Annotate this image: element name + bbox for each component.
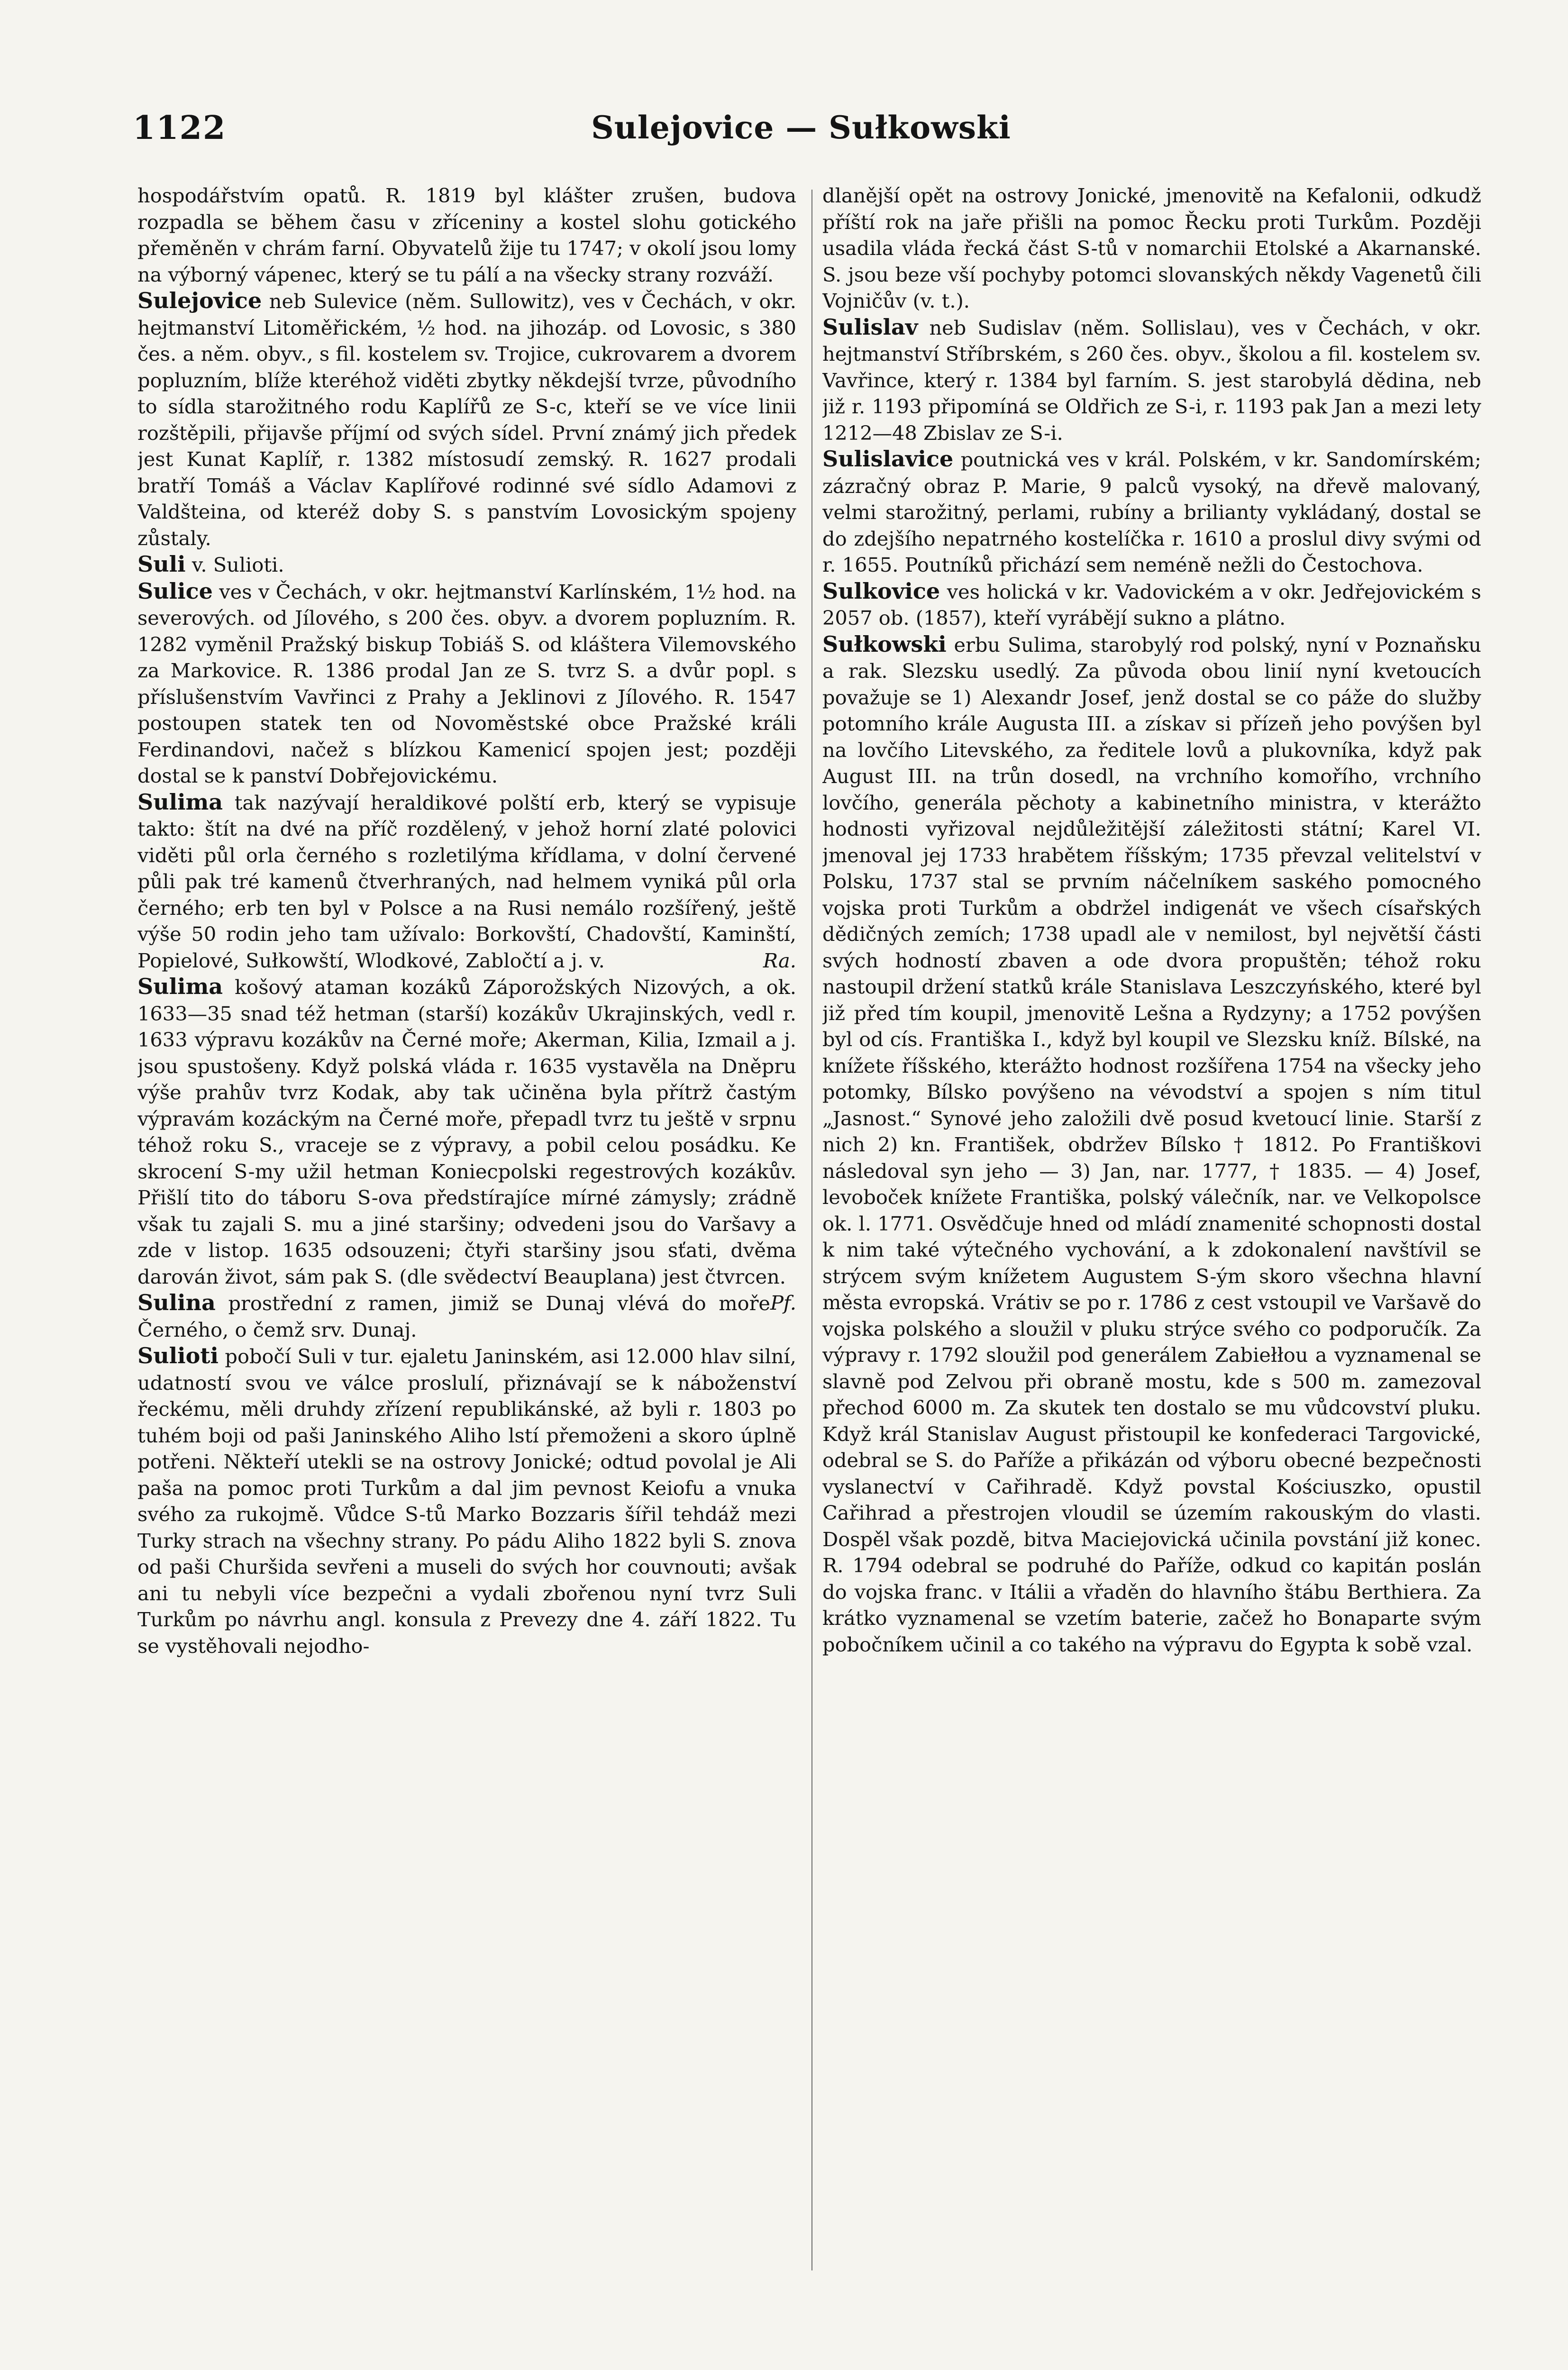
entry-text: košový ataman kozáků Záporožských Nizových, a ok. 1633—35 snad též hetman (starší) kozákův Ukrajinských, vedl r. 1633 výpravu kozákův na Černé moře; Akerman, Kilia, Izmail a j. jsou spustošeny. Když polská vláda r. 1635 vystavěla na Dněpru výše prahův tvrz Kodak, aby tak učiněna byla přítrž častým výpravám kozáckým na Černé moře, přepadl tvrz tu ještě v srpnu téhož roku S., vraceje se z výpravy, a pobil celou posádku. Ke skrocení S-my užil hetman Koniecpolski regestrových kozákův. Přišlí tito do táboru S-ova předstírajíce mírné zámysly; zrádně však tu zajali S. mu a jiné staršiny; odvedeni jsou do Varšavy a zde v listop. 1635 odsouzeni; čtyři staršiny jsou sťati, dvěma darován život, sám pak S. (dle svědectví Beauplana) jest čtvrcen. (137, 975, 796, 1288)
entry-text: tak nazývají heraldikové polští erb, který se vypisuje takto: štít na dvé na příč rozdělený, v jehož horní zlaté polovici viděti půl orla černého s rozletilýma křídlama, v dolní červené půli pak tré kamenů čtverhraných, nad helmem vyniká půl orla černého; erb ten byl v Polsce a na Rusi nemálo rozšířený, ještě výše 50 rodin jeho tam užívalo: Borkovští, Chadovští, Kaminští, Popielové, Sułkowští, Wlodkové, Zabločtí a j. v. (137, 791, 796, 972)
left-column (137, 182, 796, 2278)
entry-text: poutnická ves v král. Polském, v kr. Sandomírském; zázračný obraz P. Marie, 9 palců vysoký, na dřevě malovaný, velmi starožitný, perlami, rubíny a brilianty vykládaný, dostal se do zdejšího nepatrného kostelíčka r. 1610 a proslul divy svými od r. 1655. Poutníků přichází sem neméně nežli do Čestochova. (822, 448, 1481, 576)
dictionary-entry (137, 578, 796, 789)
dictionary-entry (822, 578, 1481, 631)
entry-headword: Sulislav (822, 314, 918, 340)
dictionary-entry (137, 789, 796, 974)
dictionary-entry (822, 446, 1481, 578)
entry-continuation (137, 182, 796, 288)
entry-headword: Sulejovice (137, 288, 262, 313)
entry-headword: Sulislavice (822, 446, 954, 472)
author-signature: Ra. (763, 948, 796, 972)
entry-text: neb Sudislav (něm. Sollislau), ves v Čechách, v okr. hejtmanství Stříbrském, s 260 čes. obyv., školou a fil. kostelem sv. Vavřince, který r. 1384 byl farním. S. jest starobylá dědina, neb již r. 1193 připomíná se Oldřich ze S-i, r. 1193 pak Jan a mezi lety 1212—48 Zbislav ze S-i. (822, 316, 1481, 445)
entry-text: prostřední z ramen, jimiž se Dunaj vlévá do moře Černého, o čemž srv. Dunaj. (137, 1292, 770, 1341)
page-number: 1122 (133, 109, 227, 147)
right-column (822, 182, 1481, 2278)
dictionary-entry (137, 288, 796, 551)
dictionary-entry (822, 631, 1481, 1658)
entry-text: ves v Čechách, v okr. hejtmanství Karlínském, 1½ hod. na severových. od Jílového, s 200 čes. obyv. a dvorem popluzním. R. 1282 vyměnil Pražský biskup Tobiáš S. od kláštera Vilemovského za Markovice. R. 1386 prodal Jan ze S. tvrz S. a dvůr popl. s příslušenstvím Vavřinci z Prahy a Jeklinovi z Jílového. R. 1547 postoupen statek ten od Novoměstské obce Pražské králi Ferdinandovi, načež s blízkou Kamenicí spojen jest; později dostal se k panství Dobřejovickému. (137, 580, 796, 787)
entry-headword: Sułkowski (822, 631, 947, 657)
entry-text: v. Sulioti. (191, 553, 284, 576)
running-head: Sulejovice — Sułkowski (591, 109, 1011, 146)
dictionary-entry (137, 551, 796, 578)
dictionary-entry (137, 1290, 796, 1343)
page-header (133, 100, 1469, 156)
entry-continuation (822, 182, 1481, 314)
entry-headword: Suli (137, 551, 186, 577)
entry-text: pobočí Suli v tur. ejaletu Janinském, asi 12.000 hlav silní, udatností svou ve válce proslulí, přiznávají se k náboženství řeckému, měli druhdy zřízení republikánské, až byli r. 1803 po tuhém boji od paši Janinského Aliho lstí přemoženi a skoro úplně potřeni. Někteří utekli se na ostrovy Jonické; odtud povolal je Ali paša na pomoc proti Turkům a dal jim pevnost Keiofu a vnuka svého za rukojmě. Vůdce S-tů Marko Bozzaris šířil tehdáž mezi Turky strach na všechny strany. Po pádu Aliho 1822 byli S. znova od paši Churšida sevřeni a museli do svých hor couvnouti; avšak ani tu nebyli více bezpečni a vydali zbořenou nyní tvrz Suli Turkům po návrhu angl. konsula z Prevezy dne 4. září 1822. Tu se vystěhovali nejodho- (137, 1345, 796, 1658)
dictionary-entry (822, 314, 1481, 447)
author-signature: Pf. (770, 1291, 796, 1314)
entry-text: erbu Sulima, starobylý rod polský, nyní v Poznaňsku a rak. Slezsku usedlý. Za původa obou linií nyní kvetoucích považuje se 1) Alexandr Josef, jenž dostal se co páže do služby potomního krále Augusta III. a získav si přízeň jeho povýšen byl na lovčího Litevského, za ředitele lovů a plukovníka, když pak August III. na trůn dosedl, na vrchního komořího, vrchního lovčího, generála pěchoty a kabinetního ministra, v kterážto hodnosti vyřizoval nejdůležitější záležitosti státní; Karel VI. jmenoval jej 1733 hrabětem říšským; 1735 převzal velitelství v Polsku, 1737 stal se prvním náčelníkem saského pomocného vojska proti Turkům a obdržel indigenát ve všech císařských dědičných zemích; 1738 upadl ale v nemilost, byl největší části svých hodností zbaven a ode dvora propuštěn; téhož roku nastoupil držení statků krále Stanislava Leszczyńského, které byl již před tím koupil, jmenovitě Lešna a Rydzyny; a 1752 povýšen byl od cís. Františka I., když byl koupil ve Slezsku kníž. Bílské, na knížete říšského, kterážto hodnost rozšířena 1754 na všecky jeho potomky, Bílsko povýšeno na vévodství a spojen s ním titul „Jasnost.“ Synové jeho založili dvě posud kvetoucí linie. Starší z nich 2) kn. František, obdržev Bílsko † 1812. Po Františkovi následoval syn jeho — 3) Jan, nar. 1777, † 1835. — 4) Josef, levoboček knížete Františka, polský válečník, nar. ve Velkopolsce ok. l. 1771. Osvědčuje hned od mládí znamenité schopnosti dostal k nim také výtečného vychování, a k zdokonalení navštívil se strýcem svým knížetem Augustem S-ým skoro všechna hlavní města evropská. Vrátiv se po r. 1786 z cest vstoupil ve Varšavě do vojska polského a sloužil v pluku strýce svého co podporučík. Za výpravy r. 1792 sloužil pod generálem Zabiełłou a vyznamenal se slavně pod Zelvou při obraně mostu, kde s 500 m. zamezoval přechod 6000 m. Za skutek ten dostalo se mu vůdcovství pluku. Když král Stanislav August přistoupil ke konfederaci Targovické, odebral se S. do Paříže a přikázán od výboru obecné bezpečnosti vyslanectví v Cařihradě. Když povstal Kościuszko, opustil Cařihrad a přestrojen vloudil se územím rakouským do vlasti. Dospěl však pozdě, bitva Maciejovická učinila povstání již konec. R. 1794 odebral se podruhé do Paříže, odkud co kapitán poslán do vojska franc. v Itálii a vřaděn do hlavního štábu Berthiera. Za krátko vyznamenal se vzetím baterie, začež ho Bonaparte svým pobočníkem učinil a co takého na výpravu do Egypta k sobě vzal. (822, 633, 1481, 1656)
entry-headword: Sulina (137, 1290, 216, 1315)
column-divider (811, 190, 812, 2270)
entry-text: neb Sulevice (něm. Sullowitz), ves v Čechách, v okr. hejtmanství Litoměřickém, ½ hod. na jihozáp. od Lovosic, s 380 čes. a něm. obyv., s fil. kostelem sv. Trojice, cukrovarem a dvorem popluzním, blíže kteréhož viděti zbytky někdejší tvrze, původního to sídla starožitného rodu Kaplířů ze S-c, kteří se ve více linii rozštěpili, přijavše příjmí od svých sídel. První známý jich předek jest Kunat Kaplíř, r. 1382 místosudí zemský. R. 1627 prodali bratří Tomáš a Václav Kaplířové rodinné své sídlo Adamovi z Valdšteina, od kteréž doby S. s panstvím Lovosickým spojeny zůstaly. (137, 290, 796, 550)
entry-text: dlanější opět na ostrovy Jonické, jmenovitě na Kefalonii, odkudž příští rok na jaře přišli na pomoc Řecku proti Turkům. Později usadila vláda řecká část S-tů v nomarchii Etolské a Akarnanské. S. jsou beze vší pochyby potomci slovanských někdy Vagenetů čili Vojničův (v. t.). (822, 184, 1481, 312)
dictionary-entry (137, 1343, 796, 1659)
entry-headword: Sulioti (137, 1343, 219, 1368)
entry-text: ves holická v kr. Vadovickém a v okr. Jedřejovickém s 2057 ob. (1857), kteří vyrábějí sukno a plátno. (822, 580, 1481, 629)
entry-headword: Sulice (137, 578, 213, 604)
entry-text: hospodářstvím opatů. R. 1819 byl klášter zrušen, budova rozpadla se během času v zříceniny a kostel slohu gotického přeměněn v chrám farní. Obyvatelů žije tu 1747; v okolí jsou lomy na výborný vápenec, který se tu pálí a na všecky strany rozváží. (137, 184, 796, 286)
entry-headword: Sulkovice (822, 578, 940, 604)
entry-headword: Sulima (137, 789, 223, 815)
entry-headword: Sulima (137, 974, 223, 999)
